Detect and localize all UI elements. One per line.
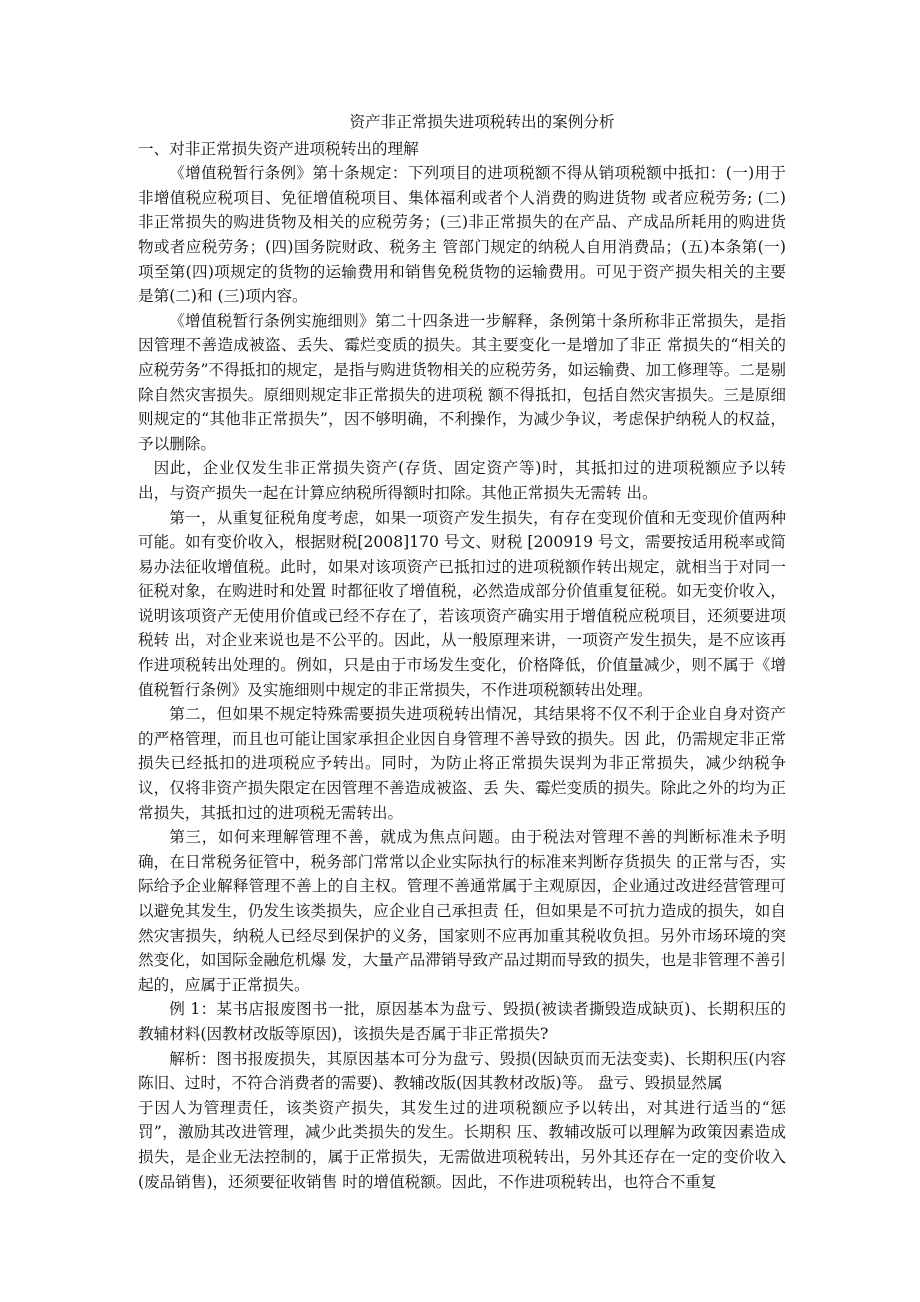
paragraph-first-point: 第一，从重复征税角度考虑，如果一项资产发生损失，有存在变现价值和无变现价值两种可能。如有变价收入，根据财税[2008]170 号文、财税 [200919 号文，需要按适用税率或简易办法征收增值税。此时，如果对该项资产已抵扣过的进项税额作转出规定，就相当于对同一征税对象，在购进时和处置 时都征收了增值税，必然造成部分价值重复征税。如无变价收入，说明该项资产无使用价值或已经不存在了，若该项资产确实用于增值税应税项目，还须要进项税转 出，对企业来说也是不公平的。因此，从一般原理来讲，一项资产发生损失，是不应该再作进项税转出处理的。例如，只是由于市场发生变化，价格降低，价值量减少，则不属于《增值税暂行条例》及实施细则中规定的非正常损失，不作进项税额转出处理。: [138, 508, 786, 699]
paragraph-analysis: 解析：图书报废损失，其原因基本可分为盘亏、毁损(因缺页而无法变卖)、长期积压(内容陈旧、过时，不符合消费者的需要)、教辅改版(因其教材改版)等。 盘亏、毁损显然属: [138, 1049, 786, 1093]
paragraph-example-1: 例 1：某书店报废图书一批，原因基本为盘亏、毁损(被读者撕毁造成缺页)、长期积压的教辅材料(因教材改版等原因)，该损失是否属于非正常损失?: [138, 1000, 786, 1043]
paragraph-third-point: 第三，如何来理解管理不善，就成为焦点问题。由于税法对管理不善的判断标准未予明确，在日常税务征管中，税务部门常常以企业实际执行的标准来判断存货损失 的正常与否，实际给予企业解释管理不善上的自主权。管理不善通常属于主观原因，企业通过改进经营管理可以避免其发生，仍发生该类损失，应企业自己承担责 任，但如果是不可抗力造成的损失，如自然灾害损失，纳税人已经尽到保护的义务，国家则不应再加重其税收负担。另外市场环境的突然变化，如国际金融危机爆 发，大量产品滞销导致产品过期而导致的损失，也是非管理不善引起的，应属于正常损失。: [138, 828, 786, 994]
paragraph-analysis-continued: 于因人为管理责任，该类资产损失，其发生过的进项税额应予以转出，对其进行适当的“惩罚”，激励其改进管理，减少此类损失的发生。长期积 压、教辅改版可以理解为政策因素造成损失，是企业无法控制的，属于正常损失，无需做进项税转出，另外其还存在一定的变价收入(废品销售)，还须要征收销售 时的增值税额。因此，不作进项税转出，也符合不重复: [138, 1098, 786, 1191]
document-title: 资产非正常损失进项税转出的案例分析: [349, 113, 615, 131]
paragraph-implementation-rules: 《增值税暂行条例实施细则》第二十四条进一步解释，条例第十条所称非正常损失，是指因管理不善造成被盗、丢失、霉烂变质的损失。其主要变化一是增加了非正 常损失的“相关的应税劳务”不得抵扣的规定，是指与购进货物相关的应税劳务，如运输费、加工修理等。二是剔除自然灾害损失。原细则规定非正常损失的进项税 额不得抵扣，包括自然灾害损失。三是原细则规定的“其他非正常损失”，因不够明确，不利操作，为减少争议，考虑保护纳税人的权益，予以删除。: [138, 311, 786, 453]
paragraph-regulation-article-10: 《增值税暂行条例》第十条规定：下列项目的进项税额不得从销项税额中抵扣：(一)用于非增值税应税项目、免征增值税项目、集体福利或者个人消费的购进货物 或者应税劳务; (二)非正常损失的购进货物及相关的应税劳务；(三)非正常损失的在产品、产成品所耗用的购进货物或者应税劳务；(四)国务院财政、税务主 管部门规定的纳税人自用消费品；(五)本条第(一)项至第(四)项规定的货物的运输费用和销售免税货物的运输费用。可见于资产损失相关的主要是第(二)和 (三)项内容。: [138, 164, 786, 306]
section-heading: 一、对非正常损失资产进项税转出的理解: [138, 139, 419, 158]
document-page: [138, 110, 786, 1194]
paragraph-second-point: 第二，但如果不规定特殊需要损失进项税转出情况，其结果将不仅不利于企业自身对资产的严格管理，而且也可能让国家承担企业因自身管理不善导致的损失。因 此，仍需规定非正常损失已经抵扣的进项税应予转出。同时，为防止将正常损失误判为非正常损失，减少纳税争议，仅将非资产损失限定在因管理不善造成被盗、丢 失、霉烂变质的损失。除此之外的均为正常损失，其抵扣过的进项税无需转出。: [138, 705, 786, 822]
paragraph-conclusion: 因此，企业仅发生非正常损失资产(存货、固定资产等)时，其抵扣过的进项税额应予以转出，与资产损失一起在计算应纳税所得额时扣除。其他正常损失无需转 出。: [138, 459, 786, 502]
